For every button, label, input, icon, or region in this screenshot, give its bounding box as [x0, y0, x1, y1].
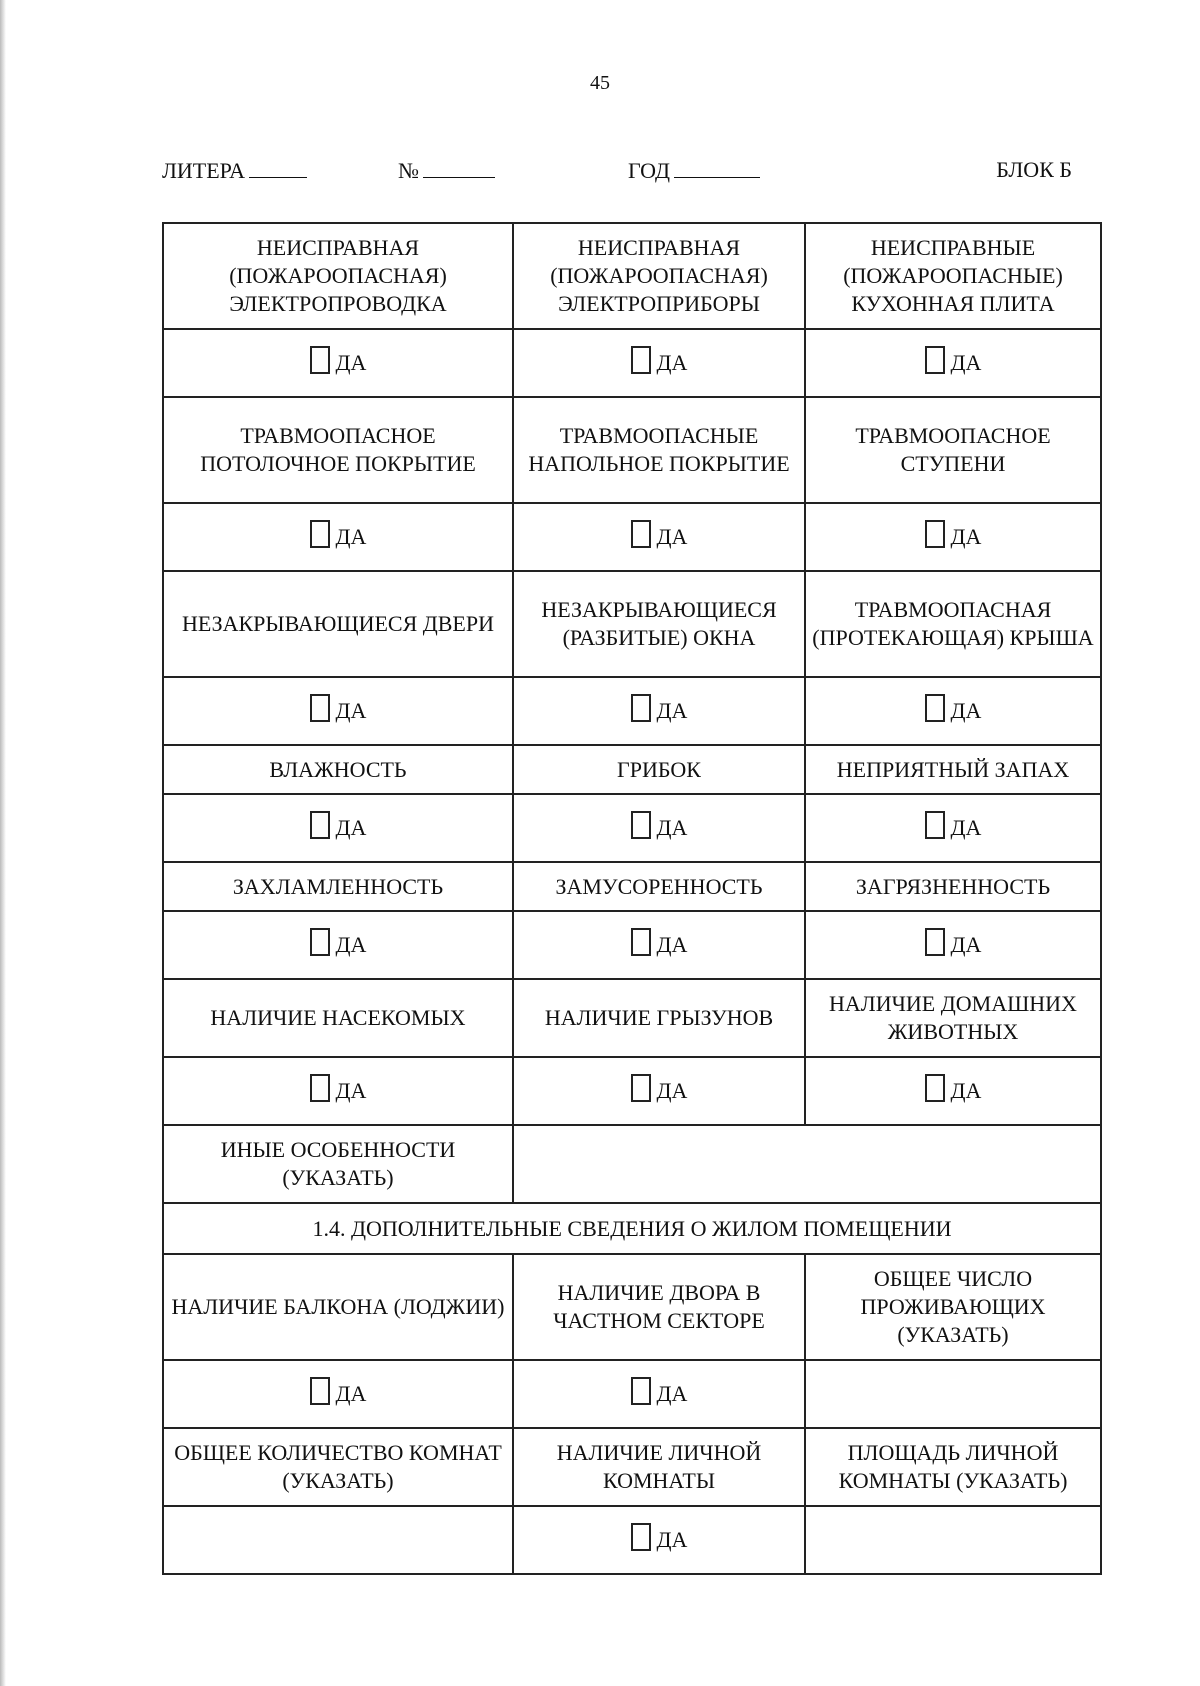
checkbox-cell[interactable]	[805, 329, 1101, 397]
cell-label: ГРИБОК	[513, 745, 805, 794]
checkbox-cell[interactable]	[163, 794, 513, 862]
checkbox-label: ДА	[656, 1077, 688, 1103]
checkbox-label: ДА	[335, 814, 367, 840]
cell-label: ТРАВМООПАСНОЕ СТУПЕНИ	[805, 397, 1101, 503]
cell-label: НАЛИЧИЕ БАЛКОНА (ЛОДЖИИ)	[163, 1254, 513, 1360]
checkbox-label: ДА	[656, 814, 688, 840]
label-row	[163, 223, 1101, 329]
number-label: №	[398, 158, 419, 183]
checkbox-cell[interactable]	[163, 911, 513, 979]
checkbox-cell[interactable]	[805, 677, 1101, 745]
checkbox-label: ДА	[335, 1380, 367, 1406]
cell-label: ЗАХЛАМЛЕННОСТЬ	[163, 862, 513, 911]
checkbox-icon[interactable]	[310, 1377, 330, 1405]
checkbox-label: ДА	[656, 1526, 688, 1552]
checkbox-label: ДА	[656, 349, 688, 375]
checkbox-cell[interactable]	[513, 677, 805, 745]
checkbox-label: ДА	[950, 931, 982, 957]
cell-label: ТРАВМООПАСНЫЕ НАПОЛЬНОЕ ПОКРЫТИЕ	[513, 397, 805, 503]
checkbox-label: ДА	[335, 523, 367, 549]
section-row	[163, 1203, 1101, 1254]
checkbox-icon[interactable]	[631, 694, 651, 722]
assessment-table	[162, 222, 1102, 1575]
checkbox-row	[163, 1057, 1101, 1125]
block-label: БЛОК Б	[996, 157, 1072, 182]
checkbox-row	[163, 1506, 1101, 1574]
checkbox-label: ДА	[656, 1380, 688, 1406]
cell-label: НАЛИЧИЕ НАСЕКОМЫХ	[163, 979, 513, 1057]
checkbox-cell[interactable]	[805, 1057, 1101, 1125]
checkbox-label: ДА	[335, 931, 367, 957]
checkbox-cell[interactable]	[513, 1506, 805, 1574]
section-title: 1.4. ДОПОЛНИТЕЛЬНЫЕ СВЕДЕНИЯ О ЖИЛОМ ПОМЕЩЕНИИ	[163, 1203, 1101, 1254]
checkbox-icon[interactable]	[631, 1523, 651, 1551]
checkbox-icon[interactable]	[631, 1377, 651, 1405]
cell-label: НАЛИЧИЕ ДВОРА В ЧАСТНОМ СЕКТОРЕ	[513, 1254, 805, 1360]
litera-label: ЛИТЕРА	[162, 158, 245, 183]
checkbox-icon[interactable]	[310, 1074, 330, 1102]
year-blank[interactable]	[674, 157, 760, 178]
year-field	[628, 157, 760, 184]
checkbox-icon[interactable]	[310, 520, 330, 548]
checkbox-icon[interactable]	[310, 694, 330, 722]
label-row	[163, 862, 1101, 911]
checkbox-icon[interactable]	[925, 346, 945, 374]
checkbox-label: ДА	[335, 1077, 367, 1103]
checkbox-icon[interactable]	[925, 811, 945, 839]
checkbox-cell[interactable]	[513, 503, 805, 571]
cell-label: ПЛОЩАДЬ ЛИЧНОЙ КОМНАТЫ (УКАЗАТЬ)	[805, 1428, 1101, 1506]
label-row	[163, 1428, 1101, 1506]
checkbox-label: ДА	[950, 814, 982, 840]
checkbox-row	[163, 911, 1101, 979]
checkbox-row	[163, 794, 1101, 862]
litera-field	[162, 157, 307, 184]
form-header	[162, 157, 1072, 187]
other-features-field[interactable]	[513, 1125, 1101, 1203]
checkbox-cell[interactable]	[513, 794, 805, 862]
cell-label: НЕИСПРАВНАЯ (ПОЖАРООПАСНАЯ) ЭЛЕКТРОПРИБОРЫ	[513, 223, 805, 329]
checkbox-row	[163, 1360, 1101, 1428]
checkbox-cell[interactable]	[163, 503, 513, 571]
label-row	[163, 979, 1101, 1057]
label-row	[163, 397, 1101, 503]
cell-label: ЗАГРЯЗНЕННОСТЬ	[805, 862, 1101, 911]
year-label: ГОД	[628, 158, 670, 183]
residents-count-field[interactable]	[805, 1360, 1101, 1428]
other-features-label: ИНЫЕ ОСОБЕННОСТИ (УКАЗАТЬ)	[163, 1125, 513, 1203]
checkbox-icon[interactable]	[310, 811, 330, 839]
checkbox-cell[interactable]	[513, 1057, 805, 1125]
checkbox-label: ДА	[950, 1077, 982, 1103]
checkbox-cell[interactable]	[805, 794, 1101, 862]
cell-label: ВЛАЖНОСТЬ	[163, 745, 513, 794]
cell-label: НЕЗАКРЫВАЮЩИЕСЯ ДВЕРИ	[163, 571, 513, 677]
checkbox-icon[interactable]	[925, 1074, 945, 1102]
room-area-field[interactable]	[805, 1506, 1101, 1574]
checkbox-label: ДА	[950, 349, 982, 375]
checkbox-icon[interactable]	[310, 346, 330, 374]
litera-blank[interactable]	[249, 157, 307, 178]
cell-label: НЕЗАКРЫВАЮЩИЕСЯ (РАЗБИТЫЕ) ОКНА	[513, 571, 805, 677]
checkbox-icon[interactable]	[310, 928, 330, 956]
label-row	[163, 571, 1101, 677]
cell-label: НЕПРИЯТНЫЙ ЗАПАХ	[805, 745, 1101, 794]
checkbox-cell[interactable]	[513, 911, 805, 979]
checkbox-label: ДА	[950, 523, 982, 549]
cell-label: НЕИСПРАВНАЯ (ПОЖАРООПАСНАЯ) ЭЛЕКТРОПРОВОДКА	[163, 223, 513, 329]
checkbox-icon[interactable]	[631, 811, 651, 839]
label-row	[163, 1254, 1101, 1360]
cell-label: НАЛИЧИЕ ГРЫЗУНОВ	[513, 979, 805, 1057]
page-number: 45	[590, 72, 610, 94]
checkbox-icon[interactable]	[925, 520, 945, 548]
checkbox-icon[interactable]	[631, 520, 651, 548]
label-row	[163, 745, 1101, 794]
checkbox-row	[163, 503, 1101, 571]
checkbox-cell[interactable]	[163, 1057, 513, 1125]
checkbox-label: ДА	[950, 697, 982, 723]
checkbox-label: ДА	[656, 523, 688, 549]
number-field	[398, 157, 495, 184]
checkbox-cell[interactable]	[513, 1360, 805, 1428]
checkbox-icon[interactable]	[631, 346, 651, 374]
checkbox-label: ДА	[656, 931, 688, 957]
checkbox-cell[interactable]	[163, 677, 513, 745]
checkbox-cell[interactable]	[513, 329, 805, 397]
checkbox-icon[interactable]	[631, 1074, 651, 1102]
cell-label: НАЛИЧИЕ ДОМАШНИХ ЖИВОТНЫХ	[805, 979, 1101, 1057]
checkbox-icon[interactable]	[925, 694, 945, 722]
checkbox-row	[163, 329, 1101, 397]
checkbox-cell[interactable]	[805, 911, 1101, 979]
number-blank[interactable]	[423, 157, 495, 178]
checkbox-label: ДА	[656, 697, 688, 723]
cell-label: ОБЩЕЕ ЧИСЛО ПРОЖИВАЮЩИХ (УКАЗАТЬ)	[805, 1254, 1101, 1360]
checkbox-icon[interactable]	[631, 928, 651, 956]
cell-label: ТРАВМООПАСНАЯ (ПРОТЕКАЮЩАЯ) КРЫША	[805, 571, 1101, 677]
checkbox-cell[interactable]	[163, 1360, 513, 1428]
cell-label: НЕИСПРАВНЫЕ (ПОЖАРООПАСНЫЕ) КУХОННАЯ ПЛИТА	[805, 223, 1101, 329]
checkbox-row	[163, 677, 1101, 745]
other-features-row	[163, 1125, 1101, 1203]
cell-label: ЗАМУСОРЕННОСТЬ	[513, 862, 805, 911]
cell-label: НАЛИЧИЕ ЛИЧНОЙ КОМНАТЫ	[513, 1428, 805, 1506]
checkbox-label: ДА	[335, 349, 367, 375]
checkbox-cell[interactable]	[805, 503, 1101, 571]
checkbox-cell[interactable]	[163, 329, 513, 397]
checkbox-icon[interactable]	[925, 928, 945, 956]
cell-label: ОБЩЕЕ КОЛИЧЕСТВО КОМНАТ (УКАЗАТЬ)	[163, 1428, 513, 1506]
cell-label: ТРАВМООПАСНОЕ ПОТОЛОЧНОЕ ПОКРЫТИЕ	[163, 397, 513, 503]
scan-edge	[0, 0, 6, 1686]
checkbox-label: ДА	[335, 697, 367, 723]
room-count-field[interactable]	[163, 1506, 513, 1574]
